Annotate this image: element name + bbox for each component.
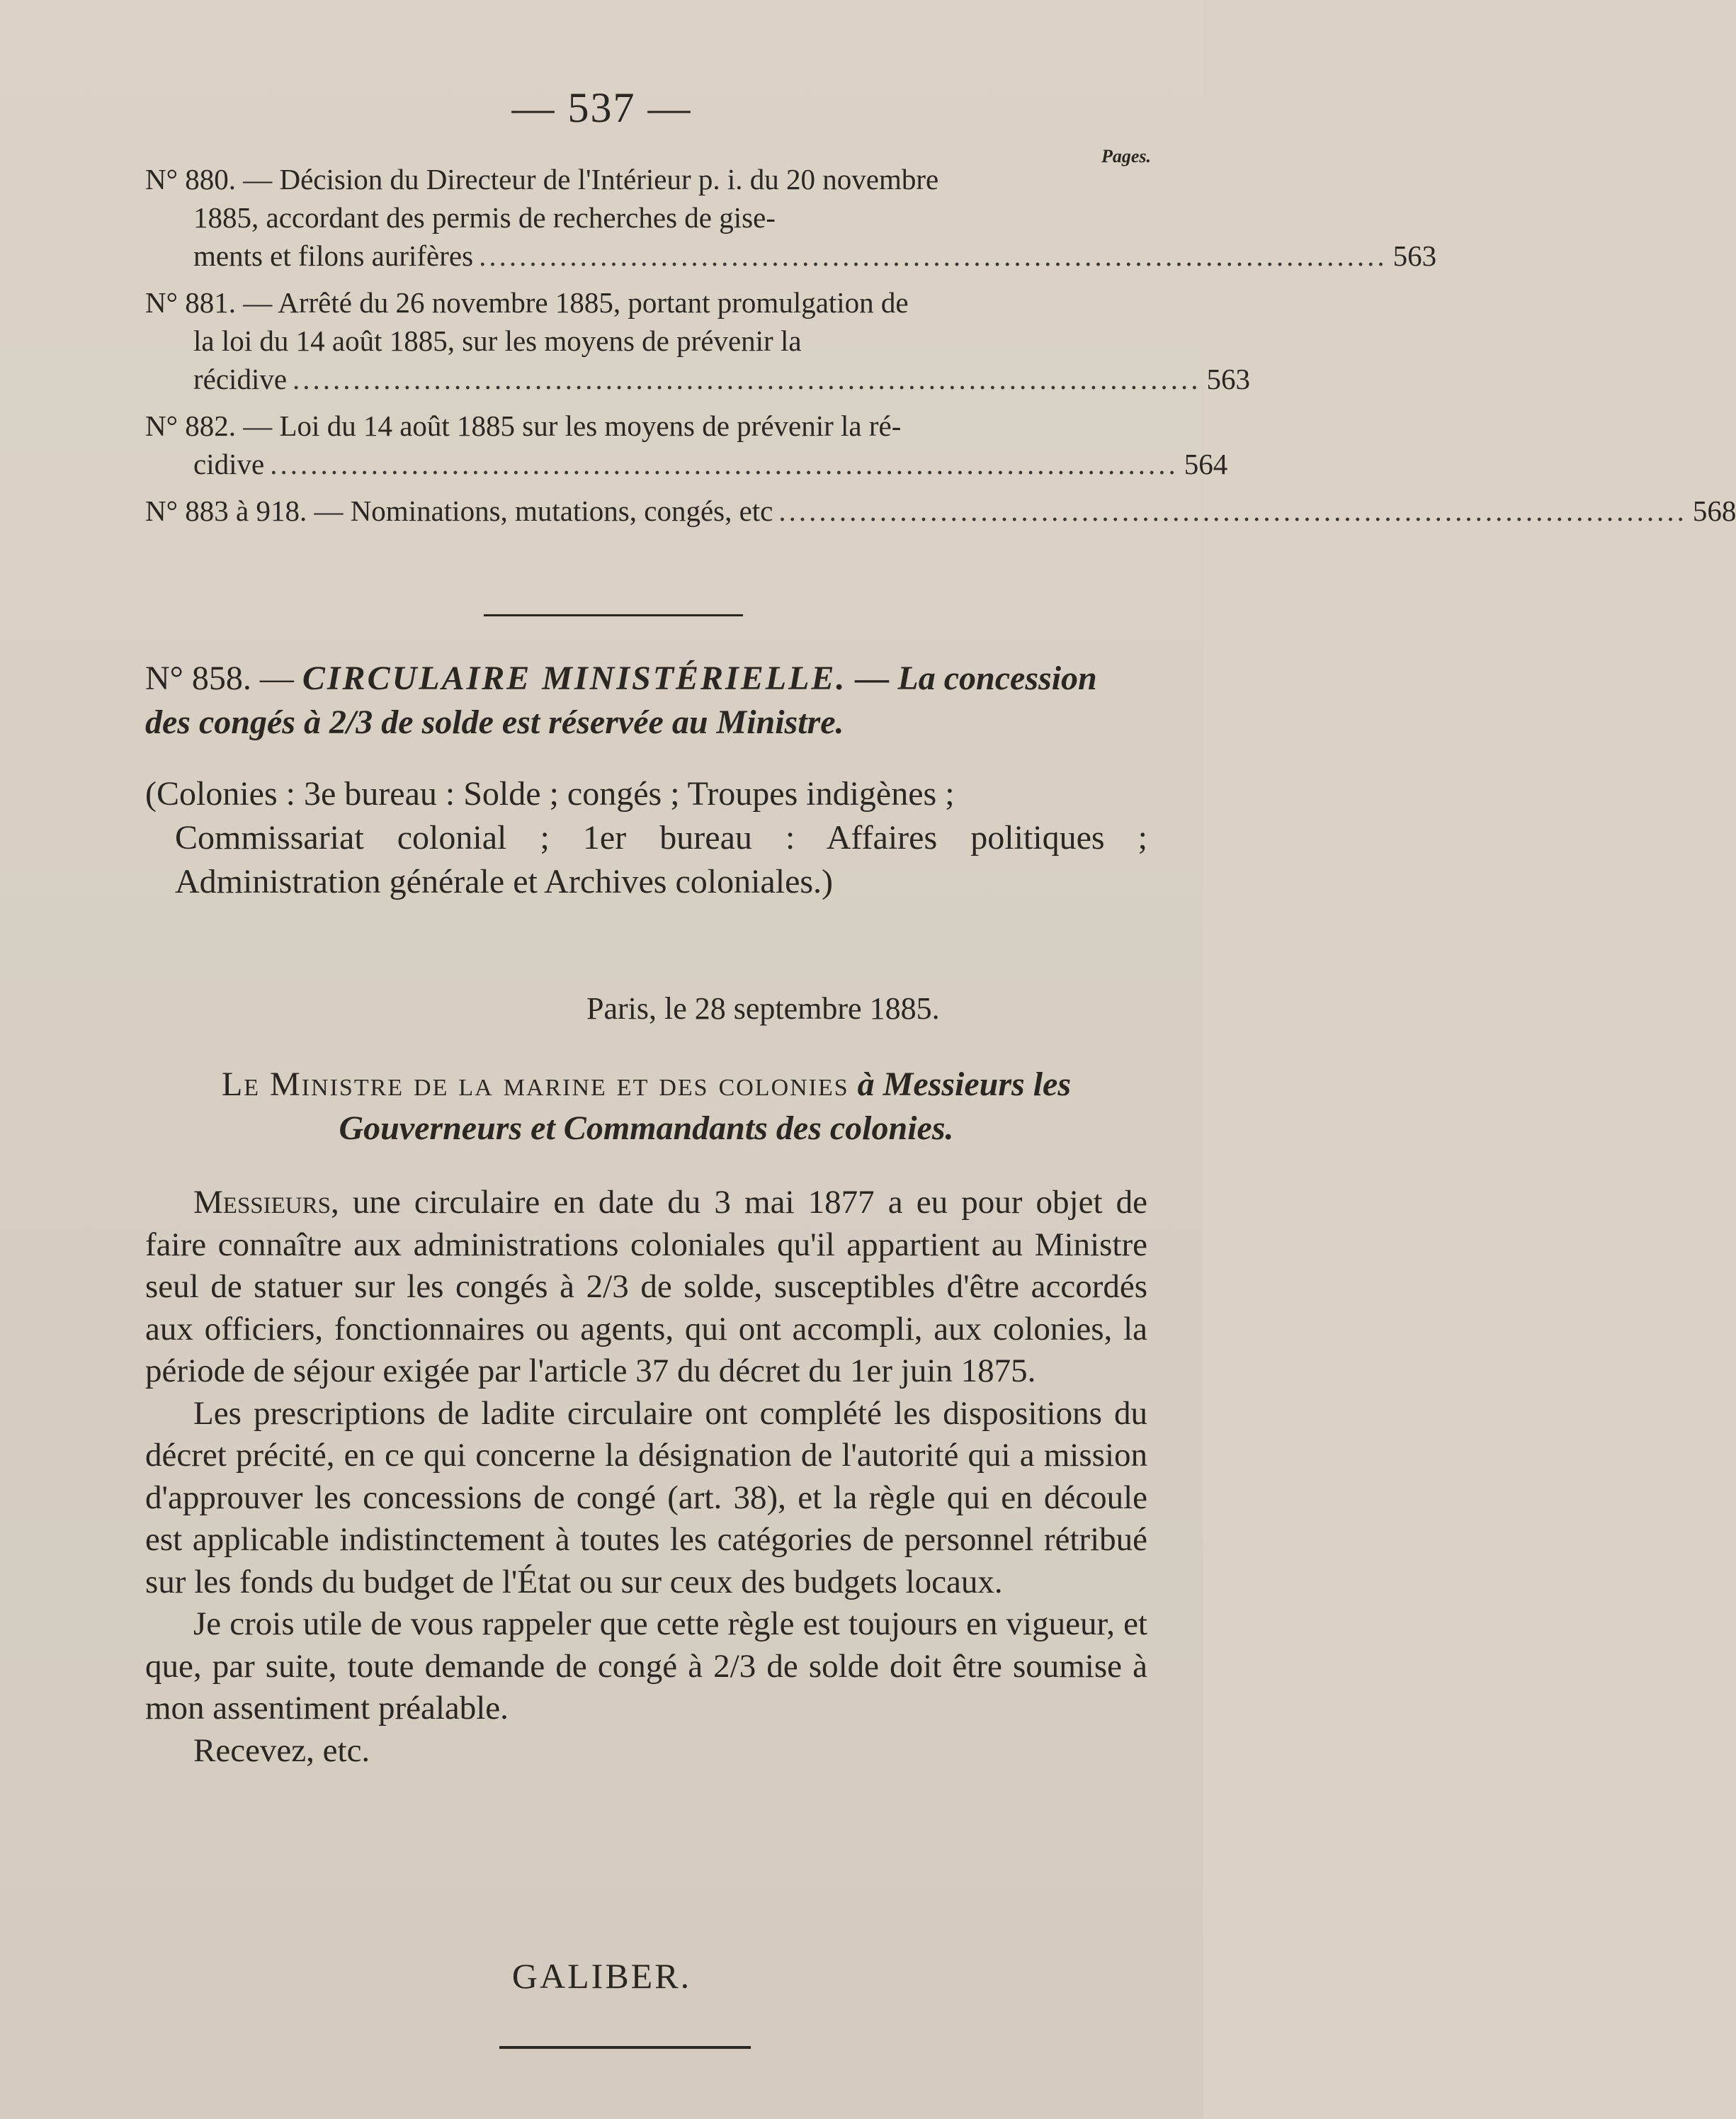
toc-line: N° 880. — Décision du Directeur de l'Intérieur p. i. du 20 novembre (145, 163, 939, 196)
toc-text: cidive (193, 448, 265, 480)
opening-word: Messieurs (193, 1184, 331, 1221)
circular-heading (145, 657, 1147, 745)
toc-line: N° 882. — Loi du 14 août 1885 sur les moyens de prévenir la ré- (145, 409, 902, 442)
paragraph: Recevez, etc. (193, 1731, 370, 1769)
toc-last-line (145, 360, 1251, 398)
toc-text: N° 883 à 918. — Nominations, mutations, congés, etc (145, 495, 773, 527)
toc-text: récidive (193, 363, 288, 395)
toc-last-line (145, 237, 1437, 275)
toc-page-number: 568 (1692, 495, 1736, 527)
circular-number: N° 858. — (145, 660, 302, 697)
toc-text: ments et filons aurifères (193, 239, 474, 272)
bureau-line: Commissariat colonial ; 1er bureau : Affaires politiques ; Administration générale et Archives coloniales.) (175, 819, 1147, 900)
toc-page-number: 564 (1184, 448, 1228, 480)
section-divider (484, 614, 743, 616)
circular-subject: — La concession des congés à 2/3 de solde est réservée au Ministre. (145, 660, 1097, 741)
salutation (145, 1063, 1147, 1151)
pages-column-label: Pages. (1101, 146, 1152, 166)
letter-body (145, 1182, 1147, 1772)
toc-line: 1885, accordant des permis de recherches de gise- (193, 201, 776, 234)
addressee: à Messieurs les Gouverneurs et Commandants des colonies. (339, 1066, 1072, 1147)
paragraph-text: , une circulaire en date du 3 mai 1877 a eu pour objet de faire connaître aux administrations coloniales qu'il appartient au Ministre seul de statuer sur les congés à 2/3 de solde, susceptibles d'être accordés aux officiers, fonctionnaires ou agents, qui ont accompli, aux colonies, la période de séjour exigée par l'article 37 du décret du 1er juin 1875. (145, 1184, 1147, 1389)
toc-last-line (145, 445, 1228, 483)
sender: Le Ministre de la marine et des colonies (221, 1066, 849, 1103)
bureau-line: (Colonies : 3e bureau : Solde ; congés ; Troupes indigènes ; (145, 775, 955, 813)
page-number: — 537 — (511, 84, 692, 131)
signature: GALIBER. (511, 1956, 692, 1996)
toc-entry (145, 407, 1228, 483)
toc-entry (145, 283, 1251, 398)
paragraph: Je crois utile de vous rappeler que cette règle est toujours en vigueur, et que, par suite, toute demande de congé à 2/3 de solde doit être soumise à mon assentiment préalable. (145, 1605, 1147, 1727)
leader-dots: .......................................................................................... (778, 495, 1687, 527)
table-of-contents (145, 160, 1736, 538)
toc-page-number: 563 (1206, 363, 1251, 395)
toc-entry (145, 492, 1736, 530)
letter-date: Paris, le 28 septembre 1885. (586, 991, 940, 1026)
toc-page-number: 563 (1392, 239, 1437, 272)
toc-last-line (145, 492, 1736, 530)
bureau-reference (145, 772, 1147, 904)
toc-line: la loi du 14 août 1885, sur les moyens de prévenir la (193, 324, 802, 357)
leader-dots: .......................................................................................... (293, 363, 1201, 395)
leader-dots: .......................................................................................... (479, 239, 1388, 272)
paragraph (145, 1182, 1147, 1393)
toc-entry (145, 160, 1437, 275)
closing-divider (499, 2046, 751, 2049)
paragraph: Les prescriptions de ladite circulaire ont complété les dispositions du décret précité, en ce qui concerne la désignation de l'autorité qui a mission d'approuver les concessions de congé (art. 38), et la règle qui en découle est applicable indistinctement à toutes les catégories de personnel rétribué sur les fonds du budget de l'État ou sur ceux des budgets locaux. (145, 1394, 1147, 1600)
circular-title: CIRCULAIRE MINISTÉRIELLE. (302, 660, 847, 697)
toc-line: N° 881. — Arrêté du 26 novembre 1885, portant promulgation de (145, 286, 909, 319)
leader-dots: .......................................................................................... (270, 448, 1179, 480)
